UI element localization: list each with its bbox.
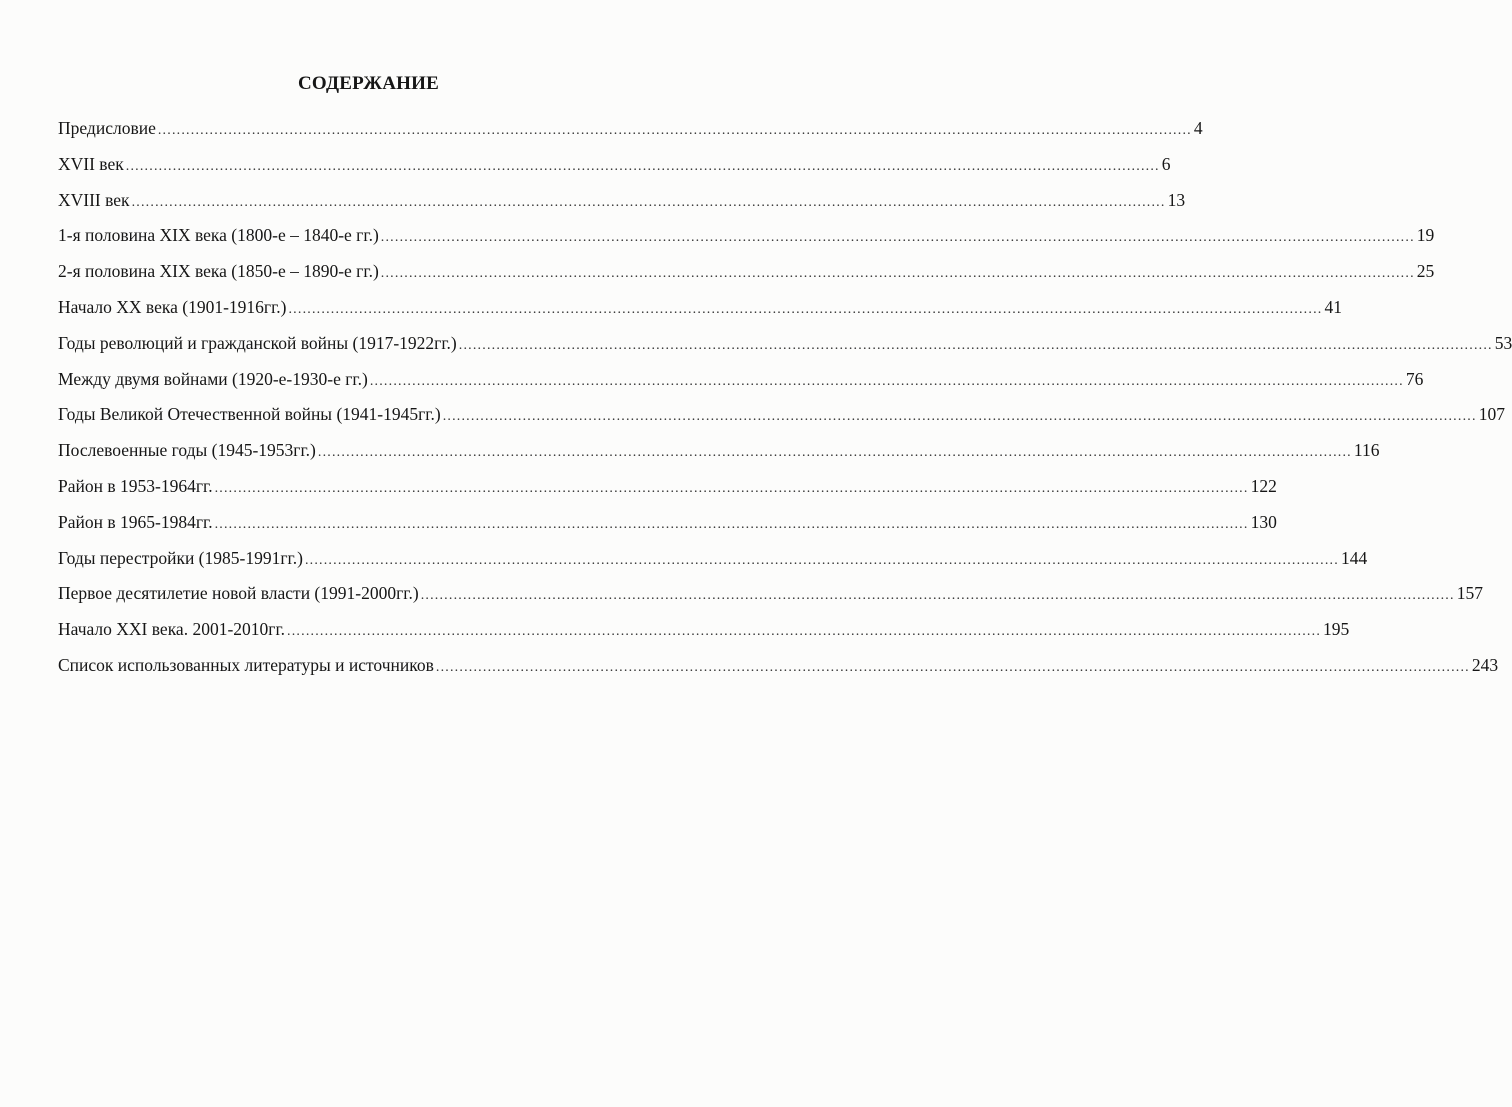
toc-entry-title: Район в 1953-1964гг. [58, 475, 213, 496]
toc-entry-title: 2-я половина XIX века (1850-е – 1890-е гг.) [58, 261, 379, 282]
toc-dot-leader: ............................................................................................................................................................................................................................ [131, 194, 1166, 210]
toc-dot-leader: ............................................................................................................................................................................................................................ [435, 659, 1470, 675]
toc-page-number: 144 [1340, 547, 1368, 568]
toc-entry-title: 1-я половина XIX века (1800-е – 1840-е гг.) [58, 225, 379, 246]
toc-entry [58, 547, 1368, 584]
toc-page-number: 157 [1456, 583, 1483, 604]
toc-entry-title: Годы революций и гражданской войны (1917-1922гг.) [58, 332, 457, 353]
toc-entry [58, 511, 1277, 548]
toc-dot-leader: ............................................................................................................................................................................................................................ [420, 588, 1455, 604]
toc-entry [58, 619, 1350, 655]
toc-entry [58, 118, 1203, 154]
toc-dot-leader: ............................................................................................................................................................................................................................ [288, 301, 1323, 317]
toc-entry [58, 153, 1171, 190]
toc-dot-leader: ............................................................................................................................................................................................................................ [317, 445, 1352, 461]
toc-entry-title: Список использованных литературы и источников [58, 654, 434, 675]
toc-entry-title: Годы перестройки (1985-1991гг.) [58, 547, 303, 568]
toc-page-number: 13 [1167, 189, 1186, 210]
toc-entry-title: Начало XX века (1901-1916гг.) [58, 296, 287, 317]
toc-entry [58, 225, 1435, 261]
toc-dot-leader: ............................................................................................................................................................................................................................ [214, 516, 1249, 532]
toc-page-number: 130 [1250, 511, 1277, 532]
toc-page-number: 107 [1478, 404, 1505, 425]
toc-entry [58, 654, 1499, 691]
toc-dot-leader: ............................................................................................................................................................................................................................ [380, 230, 1415, 246]
toc-entry-title: Послевоенные годы (1945-1953гг.) [58, 440, 316, 461]
toc-page-number: 243 [1471, 654, 1499, 675]
toc-entry [58, 583, 1483, 619]
toc-dot-leader: ............................................................................................................................................................................................................................ [214, 480, 1249, 496]
toc-dot-leader: ............................................................................................................................................................................................................................ [304, 552, 1339, 568]
toc-entry [58, 404, 1505, 440]
toc-page-number: 122 [1250, 475, 1277, 496]
toc-page-number: 25 [1416, 261, 1435, 282]
toc-dot-leader: ............................................................................................................................................................................................................................ [369, 373, 1404, 389]
toc-page-number: 19 [1416, 225, 1435, 246]
toc-entry [58, 189, 1186, 226]
toc-entry-title: Между двумя войнами (1920-е-1930-е гг.) [58, 368, 368, 389]
toc-entry-title: Начало XXI века. 2001-2010гг. [58, 619, 286, 640]
toc-dot-leader: ............................................................................................................................................................................................................................ [157, 123, 1192, 138]
toc-entry [58, 440, 1380, 476]
toc-page-number: 41 [1324, 296, 1342, 317]
toc-entry-title: Район в 1965-1984гг. [58, 511, 213, 532]
toc-entry [58, 296, 1342, 333]
toc-entry [58, 332, 1512, 369]
toc-page-number: 6 [1161, 153, 1171, 174]
toc-dot-leader: ............................................................................................................................................................................................................................ [380, 266, 1415, 282]
toc-entry-title: XVIII век [58, 189, 130, 210]
table-of-contents [58, 118, 1512, 691]
toc-entry [58, 475, 1277, 512]
toc-dot-leader: ............................................................................................................................................................................................................................ [125, 158, 1160, 174]
toc-page-number: 76 [1405, 368, 1424, 389]
toc-page-number: 53 [1494, 332, 1512, 353]
toc-entry-title: Первое десятилетие новой власти (1991-2000гг.) [58, 583, 419, 604]
toc-entry-title: Годы Великой Отечественной войны (1941-1945гг.) [58, 404, 441, 425]
toc-entry-title: XVII век [58, 153, 124, 174]
toc-page-number: 195 [1323, 619, 1350, 640]
toc-page-number: 116 [1353, 440, 1380, 461]
toc-dot-leader: ............................................................................................................................................................................................................................ [287, 624, 1322, 640]
toc-entry [58, 261, 1435, 297]
toc-entry [58, 368, 1424, 405]
toc-page-number: 4 [1193, 118, 1203, 138]
toc-dot-leader: ............................................................................................................................................................................................................................ [442, 409, 1477, 425]
toc-entry-title: Предисловие [58, 118, 156, 138]
page-title: СОДЕРЖАНИЕ [298, 73, 439, 94]
toc-dot-leader: ............................................................................................................................................................................................................................ [458, 337, 1493, 353]
